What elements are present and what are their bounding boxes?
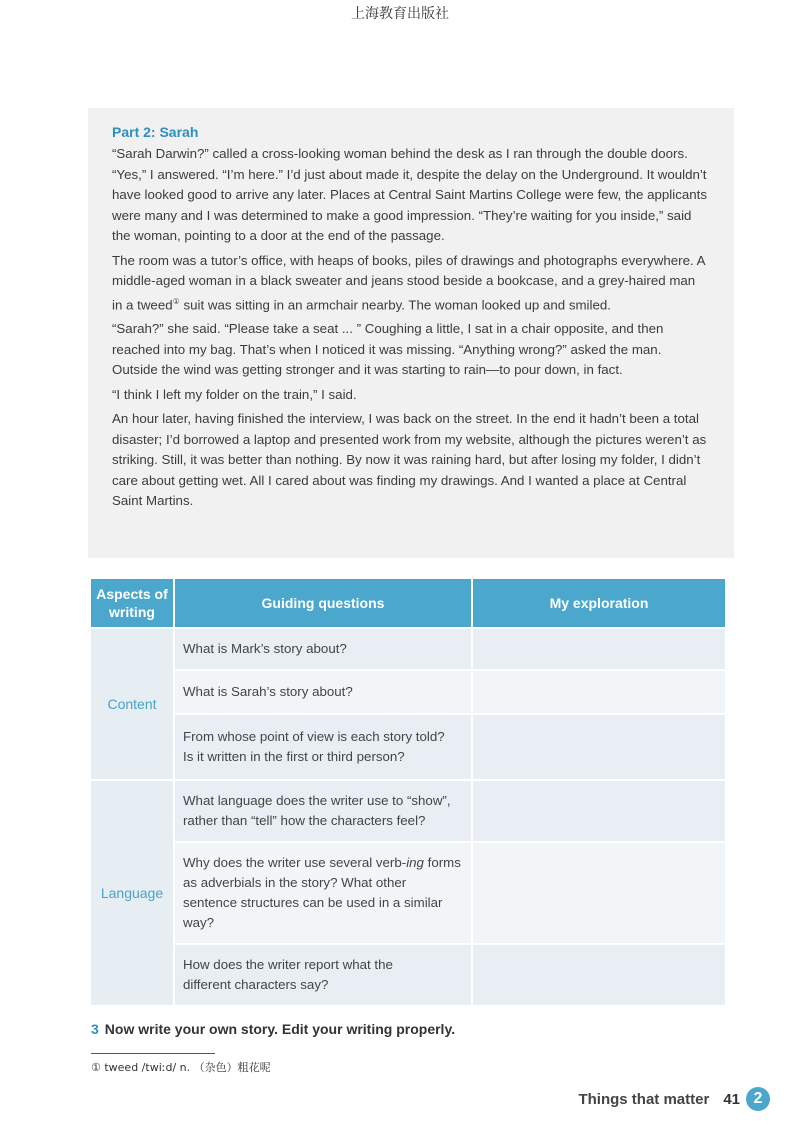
header-aspects: Aspects of writing [91, 579, 175, 629]
table-row [91, 671, 725, 715]
page-footer [578, 1087, 770, 1111]
footnote-marker: ① [172, 296, 180, 306]
part-title: Part 2: Sarah [112, 124, 199, 140]
exploration-cell[interactable] [473, 715, 725, 781]
task-instruction [91, 1021, 455, 1037]
question-cell: From whose point of view is each story told? Is it written in the first or third person? [175, 715, 473, 781]
footnote: ① tweed /twiːd/ n. （杂色）粗花呢 [91, 1061, 271, 1074]
aspect-language: Language [91, 781, 175, 1007]
footnote-divider [91, 1053, 215, 1054]
table-row [91, 843, 725, 945]
unit-badge: 2 [746, 1087, 770, 1111]
question-cell: What language does the writer use to “show”, rather than “tell” how the characters feel? [175, 781, 473, 843]
exploration-cell[interactable] [473, 945, 725, 1007]
question-cell: How does the writer report what the different characters say? [175, 945, 473, 1007]
table-row [91, 781, 725, 843]
aspect-content: Content [91, 629, 175, 781]
exploration-cell[interactable] [473, 629, 725, 671]
table-header-row [91, 579, 725, 629]
table-row [91, 629, 725, 671]
question-cell: What is Sarah’s story about? [175, 671, 473, 715]
question-cell: What is Mark’s story about? [175, 629, 473, 671]
story-paragraph: “Sarah?” she said. “Please take a seat ... ” Coughing a little, I sat in a chair opposite, and then reached into my bag. That’s when I noticed it was missing. “Anything wrong?” asked the man. Outside the wind was getting stronger and it was starting to rain—to pour down, in fact. [112, 321, 664, 378]
header-guiding-questions: Guiding questions [175, 579, 473, 629]
exploration-cell[interactable] [473, 843, 725, 945]
story-paragraph: “Sarah Darwin?” called a cross-looking woman behind the desk as I ran through the double doors. “Yes,” I answered. “I’m here.” I’d just about made it, despite the delay on the Underground. It wouldn’t have looked good to arrive any later. Places at Central Saint Martins College were few, the applicants were many and I was determined to make a good impression. “They’re waiting for you inside,” said the woman, pointing to a door at the end of the passage. [112, 146, 707, 243]
header-my-exploration: My exploration [473, 579, 725, 629]
table-row [91, 715, 725, 781]
story-box [88, 108, 734, 558]
story-paragraph: An hour later, having finished the interview, I was back on the street. In the end it hadn’t been a total disaster; I’d borrowed a laptop and presented work from my website, although the pictures weren’t as striking. Still, it was better than nothing. By now it was raining hard, but after losing my folder, I didn’t care about getting wet. All I cared about was finding my drawings. And I wanted a place at Central Saint Martins. [112, 411, 707, 509]
story-paragraph: The room was a tutor’s office, with heaps of books, piles of drawings and photographs everywhere. A middle-aged woman in a black sweater and jeans stood beside a bookcase, and a grey-haired man in a tweed① suit was sitting in an armchair nearby. The woman looked up and smiled. [112, 252, 705, 312]
table-row [91, 945, 725, 1007]
page-number: 41 [723, 1090, 740, 1108]
task-number: 3 [91, 1021, 99, 1037]
task-text: Now write your own story. Edit your writing properly. [104, 1021, 456, 1037]
story-paragraph: “I think I left my folder on the train,” I said. [112, 386, 357, 402]
exploration-cell[interactable] [473, 781, 725, 843]
guiding-questions-table [91, 579, 725, 1007]
footer-title: Things that matter [578, 1090, 710, 1108]
question-cell: Why does the writer use several verb-ing forms as adverbials in the story? What other sentence structures can be used in a similar way? [175, 843, 473, 945]
exploration-cell[interactable] [473, 671, 725, 715]
publisher-header: 上海教育出版社 [351, 6, 449, 22]
